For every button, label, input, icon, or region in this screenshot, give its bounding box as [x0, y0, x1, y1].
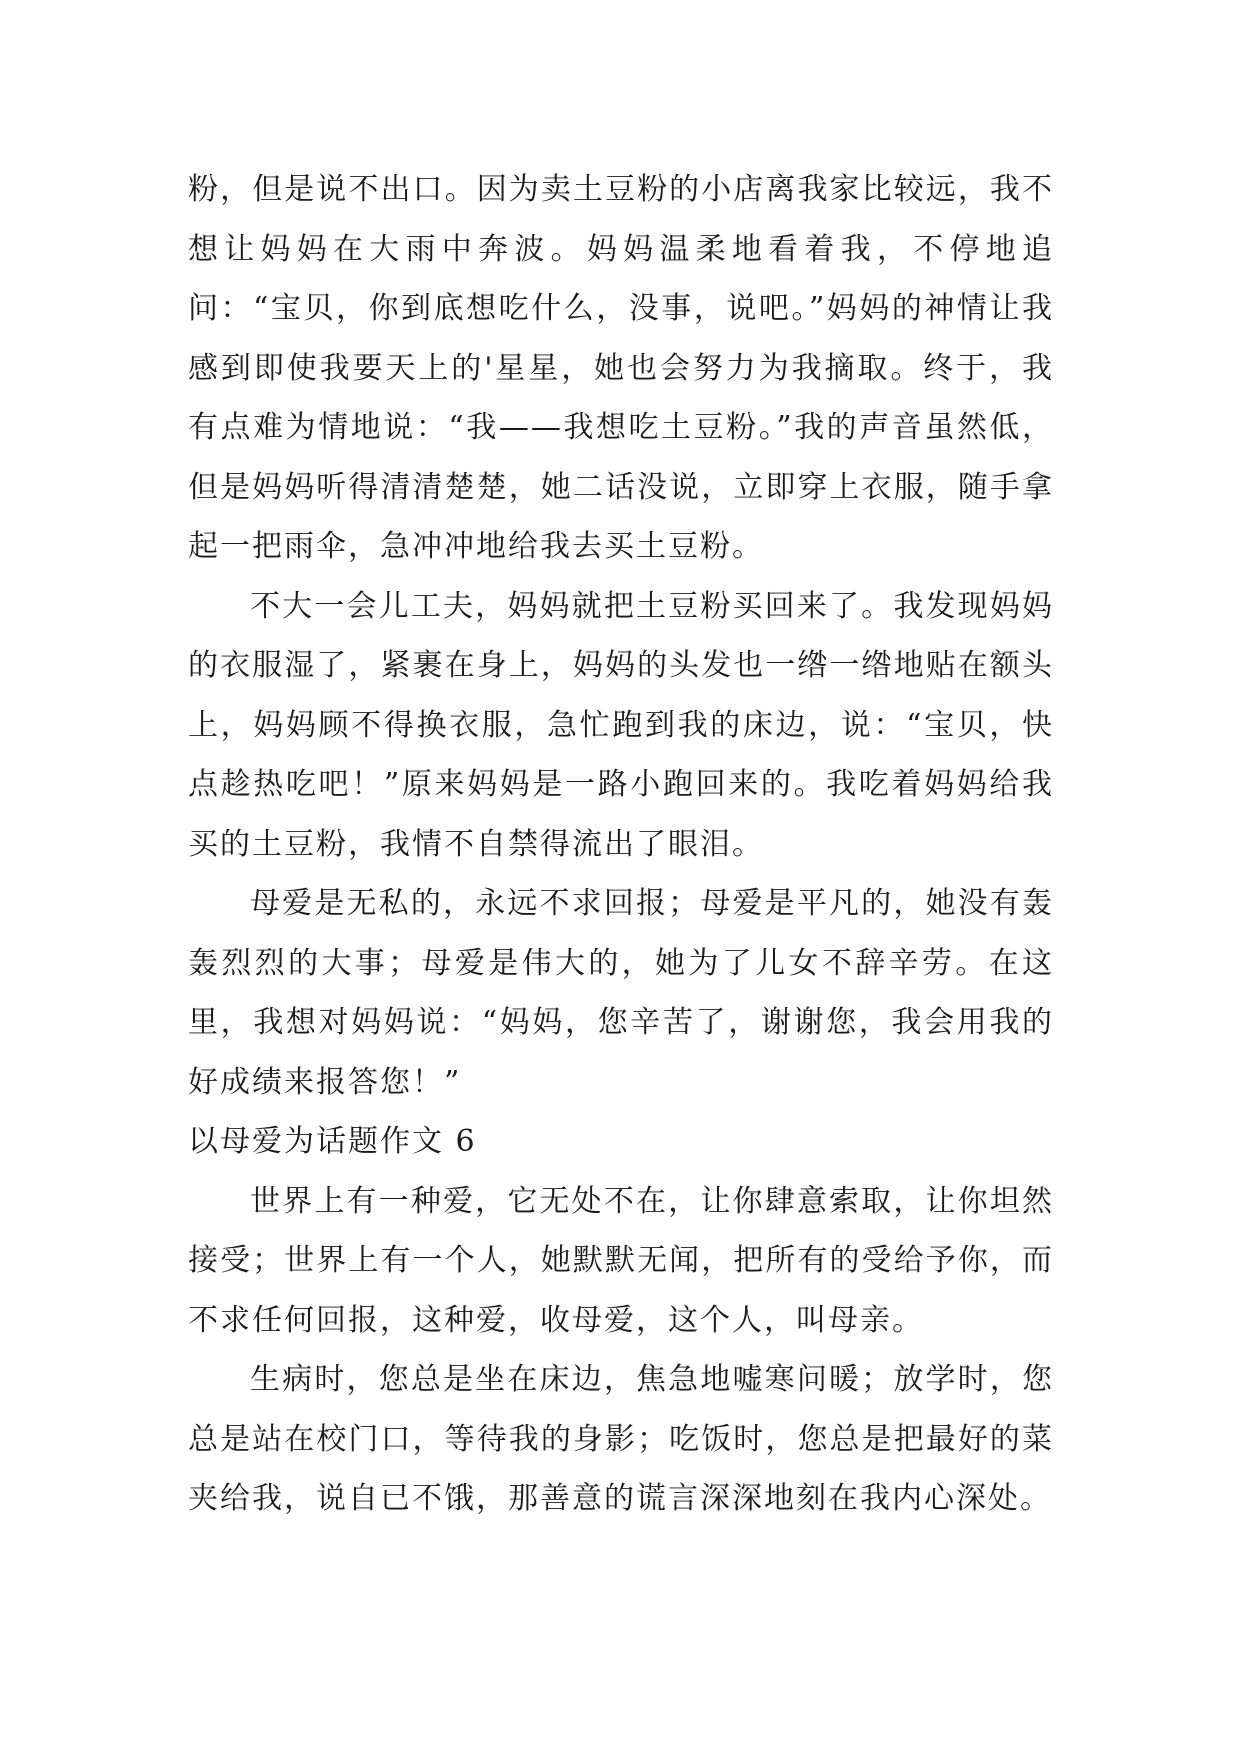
- section-heading: 以母爱为话题作文 6: [188, 1124, 477, 1159]
- paragraph-4: 世界上有一种爱，它无处不在，让你肆意索取，让你坦然接受；世界上有一个人，她默默无闻，把所有的受给予你，而不求任何回报，这种爱，收母爱，这个人，叫母亲。: [188, 1183, 1054, 1338]
- paragraph-5: 生病时，您总是坐在床边，焦急地嘘寒问暖；放学时，您总是站在校门口，等待我的身影；吃饭时，您总是把最好的菜夹给我，说自已不饿，那善意的谎言深深地刻在我内心深处。: [188, 1362, 1054, 1516]
- document-page: [188, 160, 1054, 1529]
- paragraph-2: 不大一会儿工夫，妈妈就把土豆粉买回来了。我发现妈妈的衣服湿了，紧裹在身上，妈妈的头发也一绺一绺地贴在额头上，妈妈顾不得换衣服，急忙跑到我的床边，说：“宝贝，快点趁热吃吧！”原来妈妈是一路小跑回来的。我吃着妈妈给我买的土豆粉，我情不自禁得流出了眼泪。: [188, 588, 1054, 862]
- paragraph-3: 母爱是无私的，永远不求回报；母爱是平凡的，她没有轰轰烈烈的大事；母爱是伟大的，她为了儿女不辞辛劳。在这里，我想对妈妈说：“妈妈，您辛苦了，谢谢您，我会用我的好成绩来报答您！”: [188, 886, 1054, 1100]
- paragraph-1: 粉，但是说不出口。因为卖土豆粉的小店离我家比较远，我不想让妈妈在大雨中奔波。妈妈温柔地看着我，不停地追问：“宝贝，你到底想吃什么，没事，说吧。”妈妈的神情让我感到即使我要天上的'星星，她也会努力为我摘取。终于，我有点难为情地说：“我——我想吃土豆粉。”我的声音虽然低，但是妈妈听得清清楚楚，她二话没说，立即穿上衣服，随手拿起一把雨伞，急冲冲地给我去买土豆粉。: [188, 172, 1054, 564]
